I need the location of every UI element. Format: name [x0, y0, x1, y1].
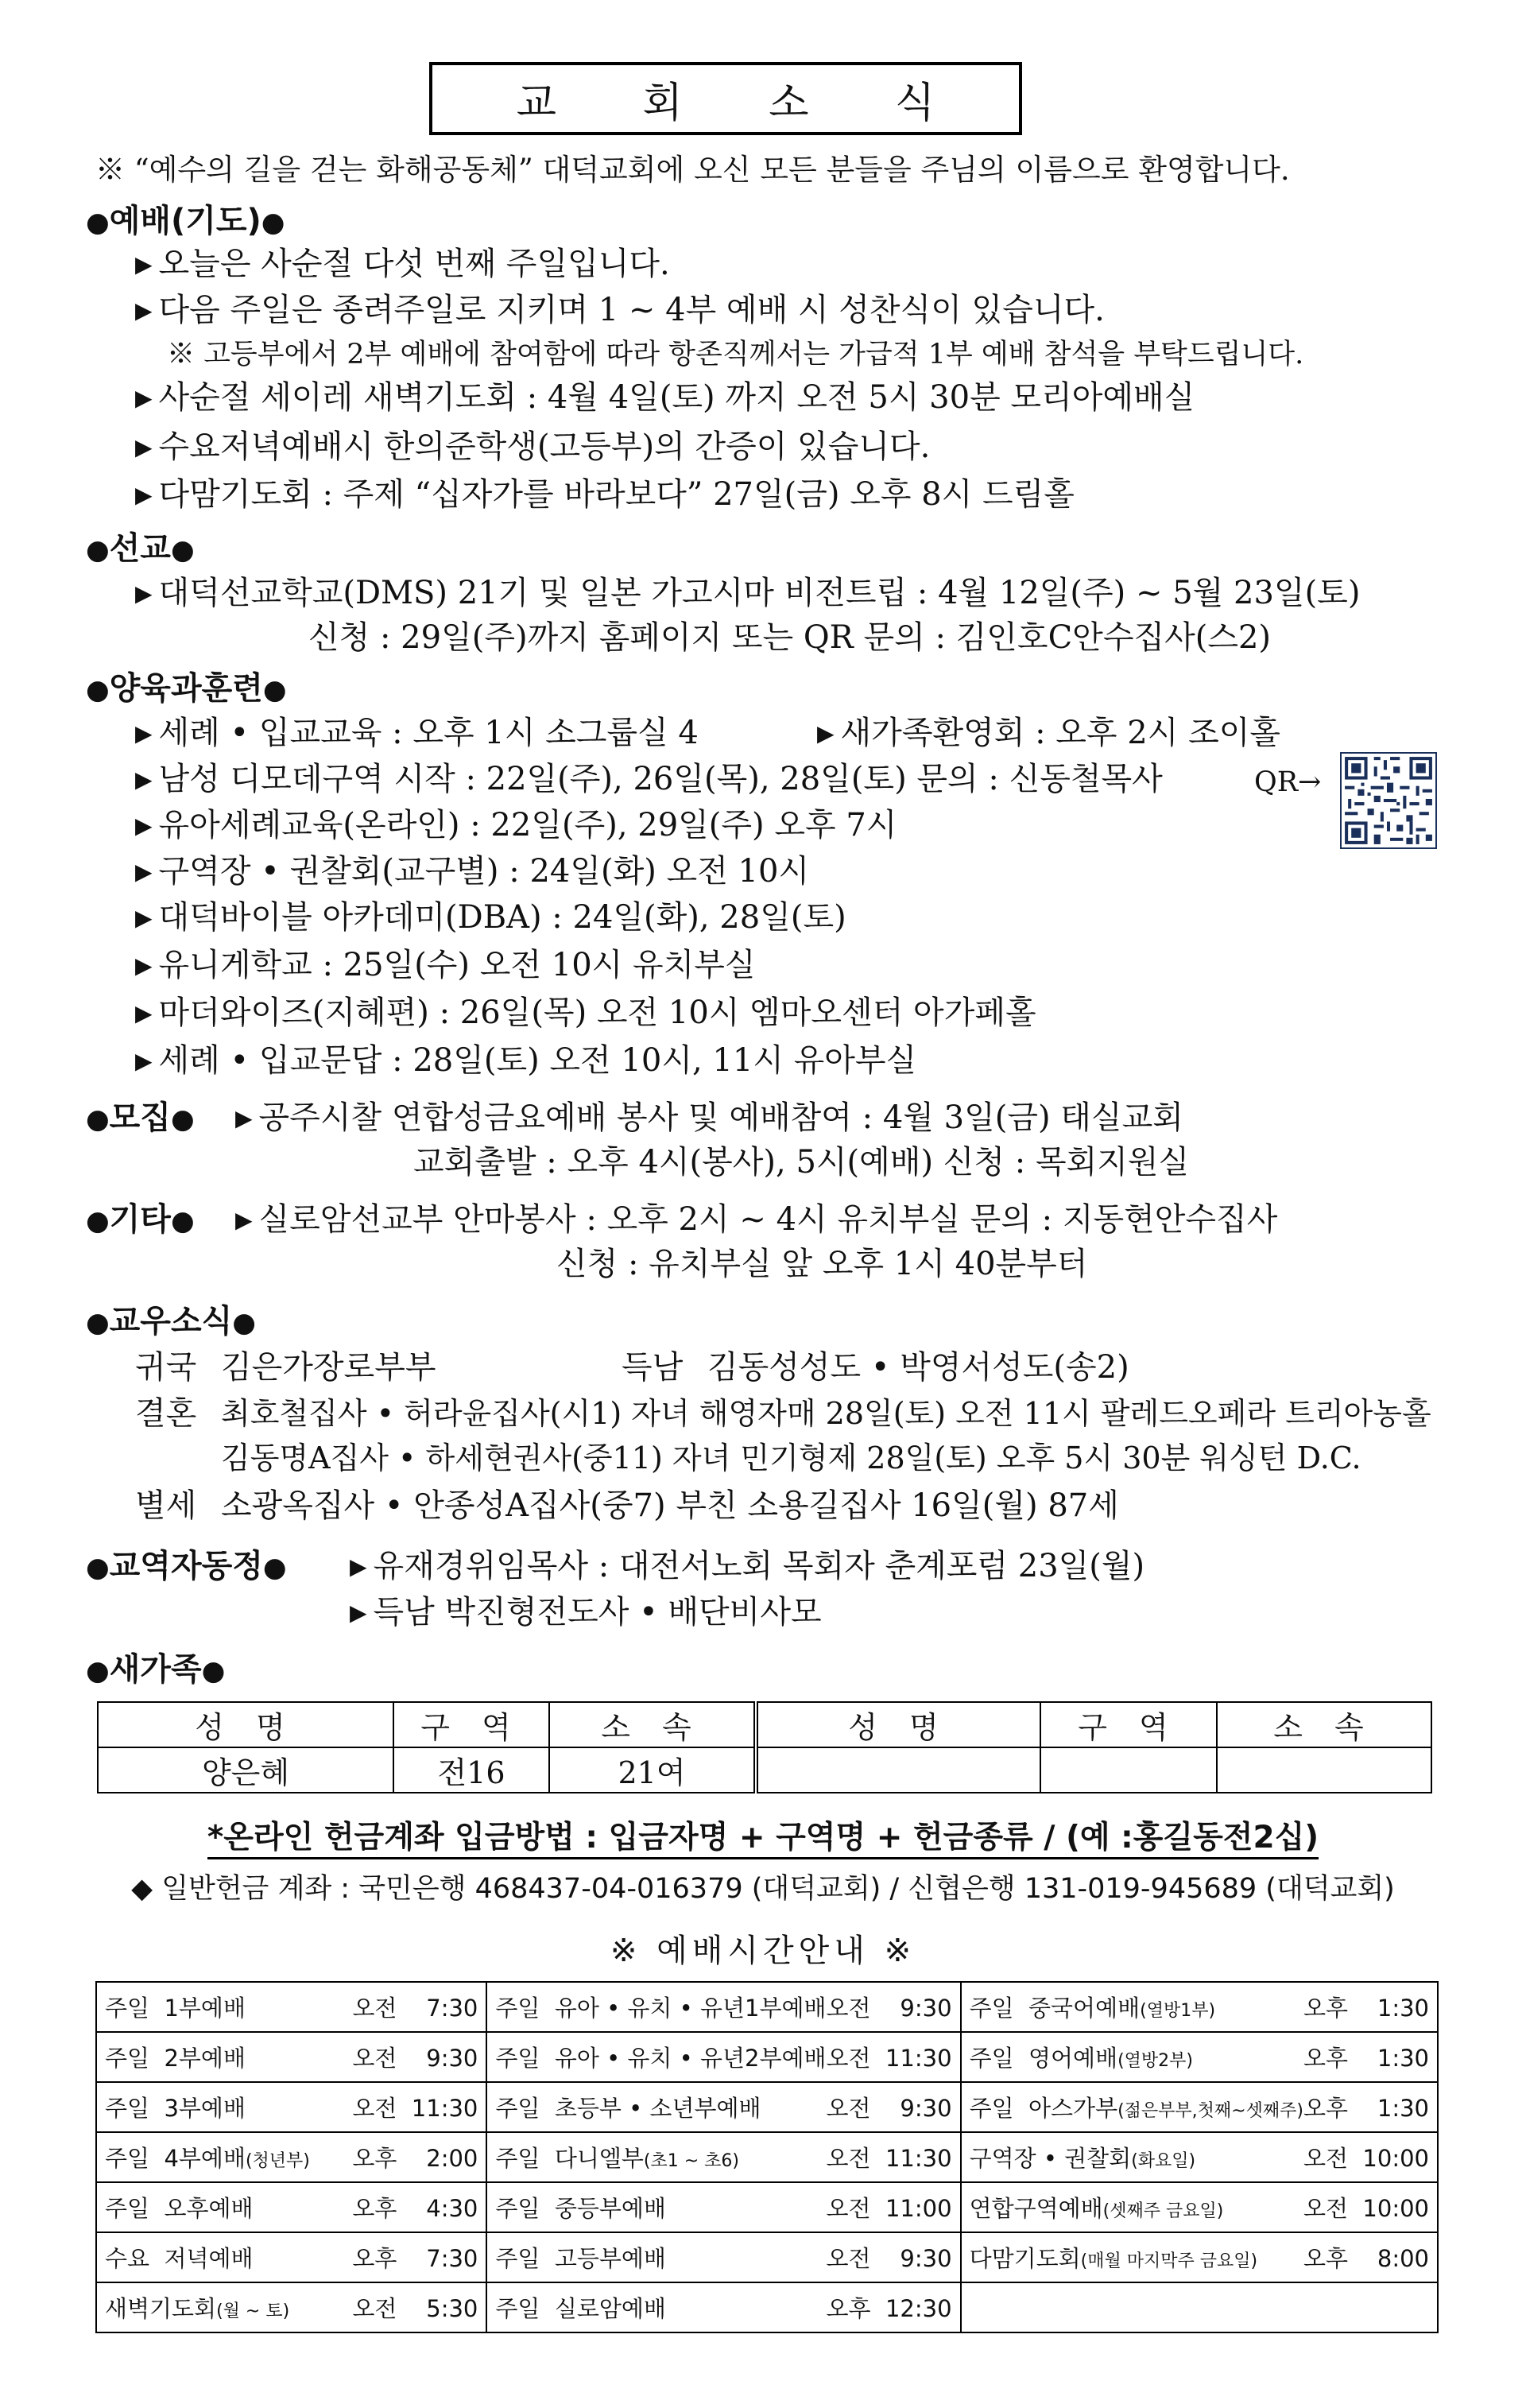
- wedding-label: 결혼: [135, 1395, 197, 1432]
- training-heading: ●양육과훈련●: [86, 670, 287, 707]
- service-time: 오전 11:00: [826, 2195, 952, 2222]
- staff-item-2: ▶ 득남 박진형전도사 • 배단비사모: [350, 1594, 822, 1631]
- member-district: 전16: [393, 1747, 549, 1793]
- worship-item-5: ▶ 다맘기도회 : 주제 “십자가를 바라보다” 27일(금) 오후 8시 드림홀: [135, 476, 1075, 513]
- qr-label: QR→: [1254, 766, 1322, 798]
- training-item-baptism-exam: ▶ 세례 • 입교문답 : 28일(토) 오전 10시, 11시 유아부실: [135, 1042, 917, 1079]
- schedule-cell: [486, 2282, 960, 2332]
- death-text: 소광옥집사 • 안종성A집사(중7) 부친 소용길집사 16일(월) 87세: [221, 1487, 1119, 1524]
- service-name: 주일 4부예배(청년부): [105, 2145, 310, 2172]
- worship-note: ※ 고등부에서 2부 예배에 참여함에 따라 항존직께서는 가급적 1부 예배 참석을 부탁드립니다.: [167, 339, 1304, 370]
- schedule-row: [96, 1982, 1438, 2032]
- service-note: (매월 마지막주 금요일): [1080, 2251, 1258, 2271]
- schedule-cell: [486, 2182, 960, 2232]
- recruit-item: ▶ 공주시찰 연합성금요예배 봉사 및 예배참여 : 4월 3일(금) 태실교회: [235, 1099, 1183, 1136]
- training-item-eunice: ▶ 유니게학교 : 25일(수) 오전 10시 유치부실: [135, 947, 756, 983]
- recruit-heading: ●모집●: [86, 1099, 195, 1136]
- header-district: 구 역: [393, 1702, 549, 1747]
- mission-heading: ●선교●: [86, 530, 195, 567]
- service-note: (청년부): [245, 2151, 310, 2171]
- online-offering-method: *온라인 헌금계좌 입금방법 : 입금자명 + 구역명 + 헌금종류 / (예 :홍길동전2십): [0, 1817, 1526, 1859]
- page-title: 교 회 소 식: [516, 79, 972, 127]
- newfamily-table: [97, 1701, 1432, 1793]
- service-time: 오후 12:30: [826, 2295, 952, 2322]
- death-label: 별세: [135, 1487, 197, 1524]
- service-time: 오후 2:00: [352, 2145, 478, 2172]
- wedding-2: 김동명A집사 • 하세현권사(중11) 자녀 민기형제 28일(토) 오후 5시 30분 워싱턴 D.C.: [221, 1441, 1361, 1475]
- service-name: 주일 고등부예배: [495, 2245, 666, 2272]
- schedule-cell: [96, 2182, 486, 2232]
- return-label: 귀국: [135, 1349, 197, 1386]
- service-time: 오전 9:30: [826, 1995, 952, 2022]
- newfamily-row: [98, 1747, 1431, 1793]
- service-note: (초1 ~ 초6): [643, 2151, 739, 2171]
- training-item-newcomer: ▶ 새가족환영회 : 오후 2시 조이홀: [817, 715, 1281, 751]
- service-name: 주일 다니엘부(초1 ~ 초6): [495, 2145, 739, 2172]
- header-group-2: 소 속: [1217, 1702, 1431, 1747]
- schedule-cell: [961, 2232, 1438, 2282]
- staff-item-1: ▶ 유재경위임목사 : 대전서노회 목회자 춘계포럼 23일(월): [350, 1548, 1145, 1584]
- newfamily-heading: ●새가족●: [86, 1651, 226, 1688]
- service-time: 오전 9:30: [826, 2095, 952, 2122]
- service-name: 다맘기도회(매월 마지막주 금요일): [969, 2245, 1258, 2272]
- worship-schedule-table: [95, 1981, 1439, 2333]
- schedule-cell: [96, 1982, 486, 2032]
- service-time: 오전 10:00: [1303, 2195, 1429, 2222]
- qr-code-image: [1342, 754, 1435, 847]
- recruit-sub: 교회출발 : 오후 4시(봉사), 5시(예배) 신청 : 목회지원실: [413, 1144, 1190, 1181]
- service-name: 주일 유아 • 유치 • 유년2부예배: [495, 2045, 827, 2072]
- member-group: 21여: [549, 1747, 756, 1793]
- offering-account-info: ◆ 일반헌금 계좌 : 국민은행 468437-04-016379 (대덕교회) / 신협은행 131-019-945689 (대덕교회): [131, 1873, 1395, 1905]
- schedule-cell: [96, 2032, 486, 2082]
- service-time: 오후 1:30: [1303, 2045, 1429, 2072]
- schedule-cell: [961, 2182, 1438, 2232]
- service-name: 주일 중등부예배: [495, 2195, 666, 2222]
- mission-item: ▶ 대덕선교학교(DMS) 21기 및 일본 가고시마 비전트립 : 4월 12일(주) ~ 5월 23일(토): [135, 575, 1361, 611]
- service-name: 주일 실로암예배: [495, 2295, 666, 2322]
- service-time: 오후 4:30: [352, 2195, 478, 2222]
- service-name: 주일 아스가부(젊은부부,첫째~셋째주): [969, 2095, 1303, 2122]
- header-group: 소 속: [549, 1702, 756, 1747]
- worship-item-3: ▶ 사순절 세이레 새벽기도회 : 4월 4일(토) 까지 오전 5시 30분 모리아예배실: [135, 379, 1195, 416]
- service-name: 주일 1부예배: [105, 1995, 246, 2022]
- member-group-2: [1217, 1747, 1431, 1793]
- schedule-cell: [96, 2082, 486, 2132]
- newfamily-header-row: [98, 1702, 1431, 1747]
- birth-text: 김동성성도 • 박영서성도(송2): [707, 1349, 1129, 1386]
- return-text: 김은가장로부부: [221, 1349, 436, 1386]
- training-item-district-leaders: ▶ 구역장 • 권찰회(교구별) : 24일(화) 오전 10시: [135, 853, 810, 890]
- birth-label: 득남: [622, 1349, 684, 1386]
- service-time: 오후 1:30: [1303, 1995, 1429, 2022]
- training-item-infant-baptism: ▶ 유아세례교육(온라인) : 22일(주), 29일(주) 오후 7시: [135, 807, 897, 843]
- etc-heading: ●기타●: [86, 1201, 195, 1238]
- schedule-row: [96, 2182, 1438, 2232]
- schedule-row: [96, 2232, 1438, 2282]
- schedule-cell: [486, 2132, 960, 2182]
- service-time: 오후 1:30: [1303, 2095, 1429, 2122]
- schedule-cell: [486, 2082, 960, 2132]
- service-name: 주일 3부예배: [105, 2095, 246, 2122]
- service-time: 오전 11:30: [826, 2145, 952, 2172]
- schedule-cell: [961, 2032, 1438, 2082]
- service-time: 오전 10:00: [1303, 2145, 1429, 2172]
- worship-item-2: ▶ 다음 주일은 종려주일로 지키며 1 ~ 4부 예배 시 성찬식이 있습니다.: [135, 292, 1105, 328]
- member-name-2: [756, 1747, 1040, 1793]
- schedule-row: [96, 2032, 1438, 2082]
- service-time: 오전 5:30: [352, 2295, 478, 2322]
- schedule-title: ※ 예배시간안내 ※: [610, 1933, 916, 1969]
- schedule-cell: [486, 2032, 960, 2082]
- schedule-cell: [96, 2282, 486, 2332]
- schedule-row: [96, 2082, 1438, 2132]
- training-item-baptism-class: ▶ 세례 • 입교교육 : 오후 1시 소그룹실 4: [135, 715, 699, 751]
- training-item-motherwise: ▶ 마더와이즈(지혜편) : 26일(목) 오전 10시 엠마오센터 아가페홀: [135, 995, 1036, 1031]
- mission-sub: 신청 : 29일(주)까지 홈페이지 또는 QR 문의 : 김인호C안수집사(스2): [308, 619, 1272, 656]
- schedule-cell: [961, 2082, 1438, 2132]
- worship-item-1: ▶ 오늘은 사순절 다섯 번째 주일입니다.: [135, 246, 670, 282]
- worship-heading: ●예배(기도)●: [86, 203, 285, 239]
- qr-code[interactable]: [1340, 752, 1437, 849]
- schedule-cell: [96, 2132, 486, 2182]
- schedule-row: [96, 2132, 1438, 2182]
- service-name: 주일 중국어예배(열방1부): [969, 1995, 1216, 2022]
- schedule-cell: [961, 2282, 1438, 2332]
- schedule-cell: [486, 1982, 960, 2032]
- service-name: 주일 유아 • 유치 • 유년1부예배: [495, 1995, 827, 2022]
- service-name: 구역장 • 권찰회(화요일): [969, 2145, 1196, 2172]
- service-name: 새벽기도회(월 ~ 토): [105, 2295, 290, 2322]
- service-note: (화요일): [1131, 2151, 1196, 2171]
- service-time: 오전 9:30: [352, 2045, 478, 2072]
- header-name: 성 명: [98, 1702, 393, 1747]
- header-district-2: 구 역: [1040, 1702, 1217, 1747]
- schedule-cell: [486, 2232, 960, 2282]
- etc-item: ▶ 실로암선교부 안마봉사 : 오후 2시 ~ 4시 유치부실 문의 : 지동현안수집사: [235, 1201, 1278, 1238]
- service-time: 오후 8:00: [1303, 2245, 1429, 2272]
- schedule-cell: [961, 2132, 1438, 2182]
- schedule-cell: [961, 1982, 1438, 2032]
- training-item-timothy: ▶ 남성 디모데구역 시작 : 22일(주), 26일(목), 28일(토) 문의 : 신동철목사: [135, 761, 1163, 797]
- service-name: 주일 초등부 • 소년부예배: [495, 2095, 761, 2122]
- etc-sub: 신청 : 유치부실 앞 오후 1시 40분부터: [556, 1246, 1088, 1282]
- service-time: 오전 11:30: [352, 2095, 478, 2122]
- service-note: (열방1부): [1140, 2001, 1216, 2021]
- schedule-row: [96, 2282, 1438, 2332]
- service-note: (셋째주 금요일): [1102, 2201, 1224, 2221]
- service-time: 오전 9:30: [826, 2245, 952, 2272]
- service-name: 주일 오후예배: [105, 2195, 254, 2222]
- members-heading: ●교우소식●: [86, 1303, 256, 1340]
- training-item-dba: ▶ 대덕바이블 아카데미(DBA) : 24일(화), 28일(토): [135, 899, 846, 936]
- service-name: 연합구역예배(셋째주 금요일): [969, 2195, 1224, 2222]
- service-name: 주일 2부예배: [105, 2045, 246, 2072]
- staff-heading: ●교역자동정●: [86, 1548, 287, 1584]
- service-time: 오후 7:30: [352, 2245, 478, 2272]
- service-note: (젊은부부,첫째~셋째주): [1117, 2101, 1303, 2121]
- wedding-1: 최호철집사 • 허라윤집사(시1) 자녀 해영자매 28일(토) 오전 11시 팔레드오페라 트리아농홀: [221, 1396, 1431, 1431]
- member-district-2: [1040, 1747, 1217, 1793]
- schedule-cell: [96, 2232, 486, 2282]
- member-name: 양은혜: [98, 1747, 393, 1793]
- worship-item-4: ▶ 수요저녁예배시 한의준학생(고등부)의 간증이 있습니다.: [135, 428, 931, 465]
- header-name-2: 성 명: [756, 1702, 1040, 1747]
- service-note: (월 ~ 토): [216, 2301, 290, 2321]
- service-name: 주일 영어예배(열방2부): [969, 2045, 1194, 2072]
- page-title-box: [429, 62, 1022, 135]
- service-name: 수요 저녁예배: [105, 2245, 254, 2272]
- welcome-message: ※ “예수의 길을 걷는 화해공동체” 대덕교회에 오신 모든 분들을 주님의 이름으로 환영합니다.: [95, 153, 1290, 187]
- service-note: (열방2부): [1117, 2051, 1194, 2071]
- service-time: 오전 7:30: [352, 1995, 478, 2022]
- service-time: 오전 11:30: [826, 2045, 952, 2072]
